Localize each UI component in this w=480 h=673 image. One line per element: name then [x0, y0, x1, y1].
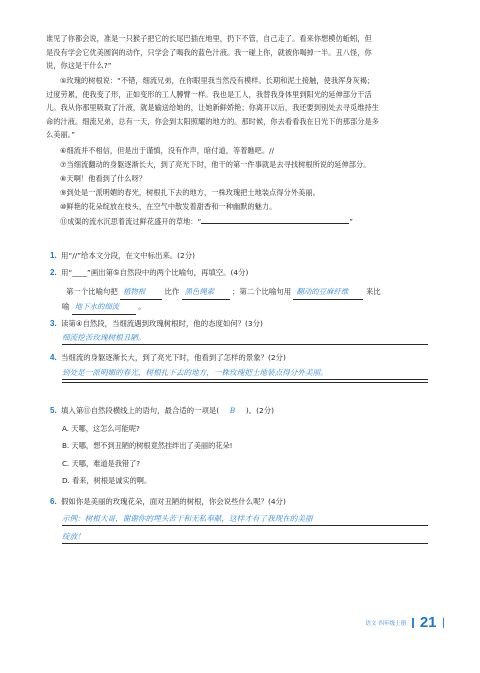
fill-text: 比作: [164, 287, 180, 296]
answer-blank[interactable]: 黑色绳索: [182, 285, 230, 300]
question-number: 2.: [50, 268, 57, 277]
question-number: 1.: [50, 251, 57, 260]
p11-blank[interactable]: [201, 223, 349, 224]
option-b: B. 天哪，想不到丑陋的树根竟然挂绊出了美丽的花朵!: [62, 441, 233, 450]
question-text: 用“//”给本文分段，在文中标出来。(2分): [61, 251, 195, 260]
option-a: A. 天哪，这怎么可能呢?: [62, 424, 140, 433]
question-number: 4.: [50, 353, 57, 362]
text-line: ⑩鲜艳的花朵绽放在枝头，在空气中散发着甜香和一种幽默的魅力。: [60, 202, 277, 211]
text-line: ⑨到处是一派明媚的春光，树根扎下去的地方，一株玫瑰把土地装点得分外美丽。: [60, 188, 320, 197]
page-number: 21: [419, 614, 437, 631]
text-line: ⑧天啊！他看到了什么呀？: [60, 174, 147, 183]
question-number: 6.: [50, 497, 57, 506]
question-text: 填入第⑪自然段横线上的语句，最合适的一项是(: [61, 406, 220, 415]
question-number: 5.: [50, 406, 57, 415]
answer-choice[interactable]: B: [229, 406, 236, 415]
question-2: [50, 267, 248, 279]
paragraph-7: [46, 158, 446, 172]
paragraph-9: [46, 186, 446, 200]
question-6: [50, 496, 286, 508]
question-5: [50, 405, 274, 417]
option-c: C. 天哪，难道是我错了?: [62, 459, 141, 468]
answer-line[interactable]: 到处是一派明媚的春光，树根扎下去的地方，一株玫瑰把土地装点得分外美丽。: [62, 366, 428, 380]
question-1: [50, 250, 195, 262]
fill-text: ；第二个比喻句用: [231, 287, 292, 296]
question-2-fill-line-2: [62, 300, 146, 315]
p11-prefix: ⑪成渠的流水沉思着流过鲜花盛开的草地：“: [60, 217, 202, 226]
text-line: 么美丽。”: [46, 130, 76, 140]
paragraph-6: [46, 144, 446, 158]
paragraph-11: [46, 215, 446, 229]
paragraph-8: [46, 172, 446, 186]
text-line: 命的汁液。细流兄弟，总有一天，你会到太阳照耀的地方的。那时候，你去看看我在日光下的那部分是多: [46, 116, 379, 126]
answer-blank[interactable]: 翻动的豆麻纤维: [293, 285, 363, 300]
question-text: 读第④自然段，当细流遇到玫瑰树根时，他的态度如何？(3分): [61, 319, 263, 328]
text-line: 谁见了你都会说，准是一只猴子把它的长尾巴插在地里，扔下不管，自己走了。看来你想模仿蚯蚓，但: [46, 34, 372, 43]
fill-text: 喻: [62, 302, 70, 311]
answer-blank[interactable]: 植物根: [120, 285, 162, 300]
option-d: D. 看来，树根是诚实的啊。: [62, 476, 152, 485]
paragraph-top: [46, 32, 446, 73]
answer-line-empty[interactable]: [62, 382, 428, 383]
question-text: 假如你是美丽的玫瑰花朵，面对丑陋的树根，你会说些什么呢？(4分): [61, 497, 286, 506]
answer-blank[interactable]: 地下水的细流: [72, 300, 136, 315]
fill-text: 第一个比喻句把: [66, 287, 118, 296]
question-text: 当细流的身躯逐渐长大，到了亮光下时，他看到了怎样的景象？(2分): [61, 353, 286, 362]
answer-line[interactable]: 示例：树根大哥，谢谢你的埋头苦干和无私奉献，这样才有了我现在的美丽: [62, 512, 428, 526]
text-line: ⑦当细流翻动的身躯逐渐长大，到了亮光下时，他干的第一件事就是去寻找树根所说的延伸部分。: [60, 160, 371, 169]
text-line: ⑥细流并不相信，但是出于谨慎，没有作声，暗付道，等着瞧吧。//: [60, 146, 275, 155]
divider: [443, 618, 445, 628]
page-footer: [365, 614, 444, 631]
divider: [412, 618, 414, 628]
fill-text: 。: [138, 302, 146, 311]
text-line: 说，你这是干什么?”: [46, 61, 112, 71]
answer-line[interactable]: 细流挖苦玫瑰树根丑陋。: [62, 331, 428, 345]
question-2-fill-line-1: [66, 285, 381, 300]
question-text: 用“____”画出第⑤自然段中的两个比喻句，再填空。(4分): [61, 268, 249, 277]
question-4: [50, 352, 286, 364]
answer-line[interactable]: 绽放！: [62, 530, 428, 544]
p11-suffix: ”: [349, 217, 354, 226]
paragraph-10: [46, 200, 446, 214]
text-line: [46, 215, 446, 229]
text-line: 儿。我从你那里吸取了汁液，就是输送给她的，让她新鲜娇艳；你离开以后，我还要到别处去寻觅维持生: [46, 103, 379, 113]
question-number: 3.: [50, 319, 57, 328]
fill-text: 来比: [365, 287, 381, 296]
book-label: 语文 四年级上册: [365, 620, 407, 627]
text-line: 是没有学会它优美圆润的动作，只学会了喝我的蓝色汁液。我一碰上你，就被你喝掉一半。丑八怪，你: [46, 47, 372, 57]
text-line: 过度劳累，使我变了形，正如变形的工人膊臂一样。我也是工人，我替我身体里到阳光的延伸部分干活: [46, 89, 372, 99]
question-3: [50, 318, 263, 330]
text-line: ⑤玫瑰的树根说：“不错，细流兄弟，在你眼里我当然没有模样。长期和泥土接触，使我浑身灰褐；: [60, 76, 375, 85]
paragraph-5: [46, 74, 446, 142]
question-text: )。(2分): [245, 406, 274, 415]
